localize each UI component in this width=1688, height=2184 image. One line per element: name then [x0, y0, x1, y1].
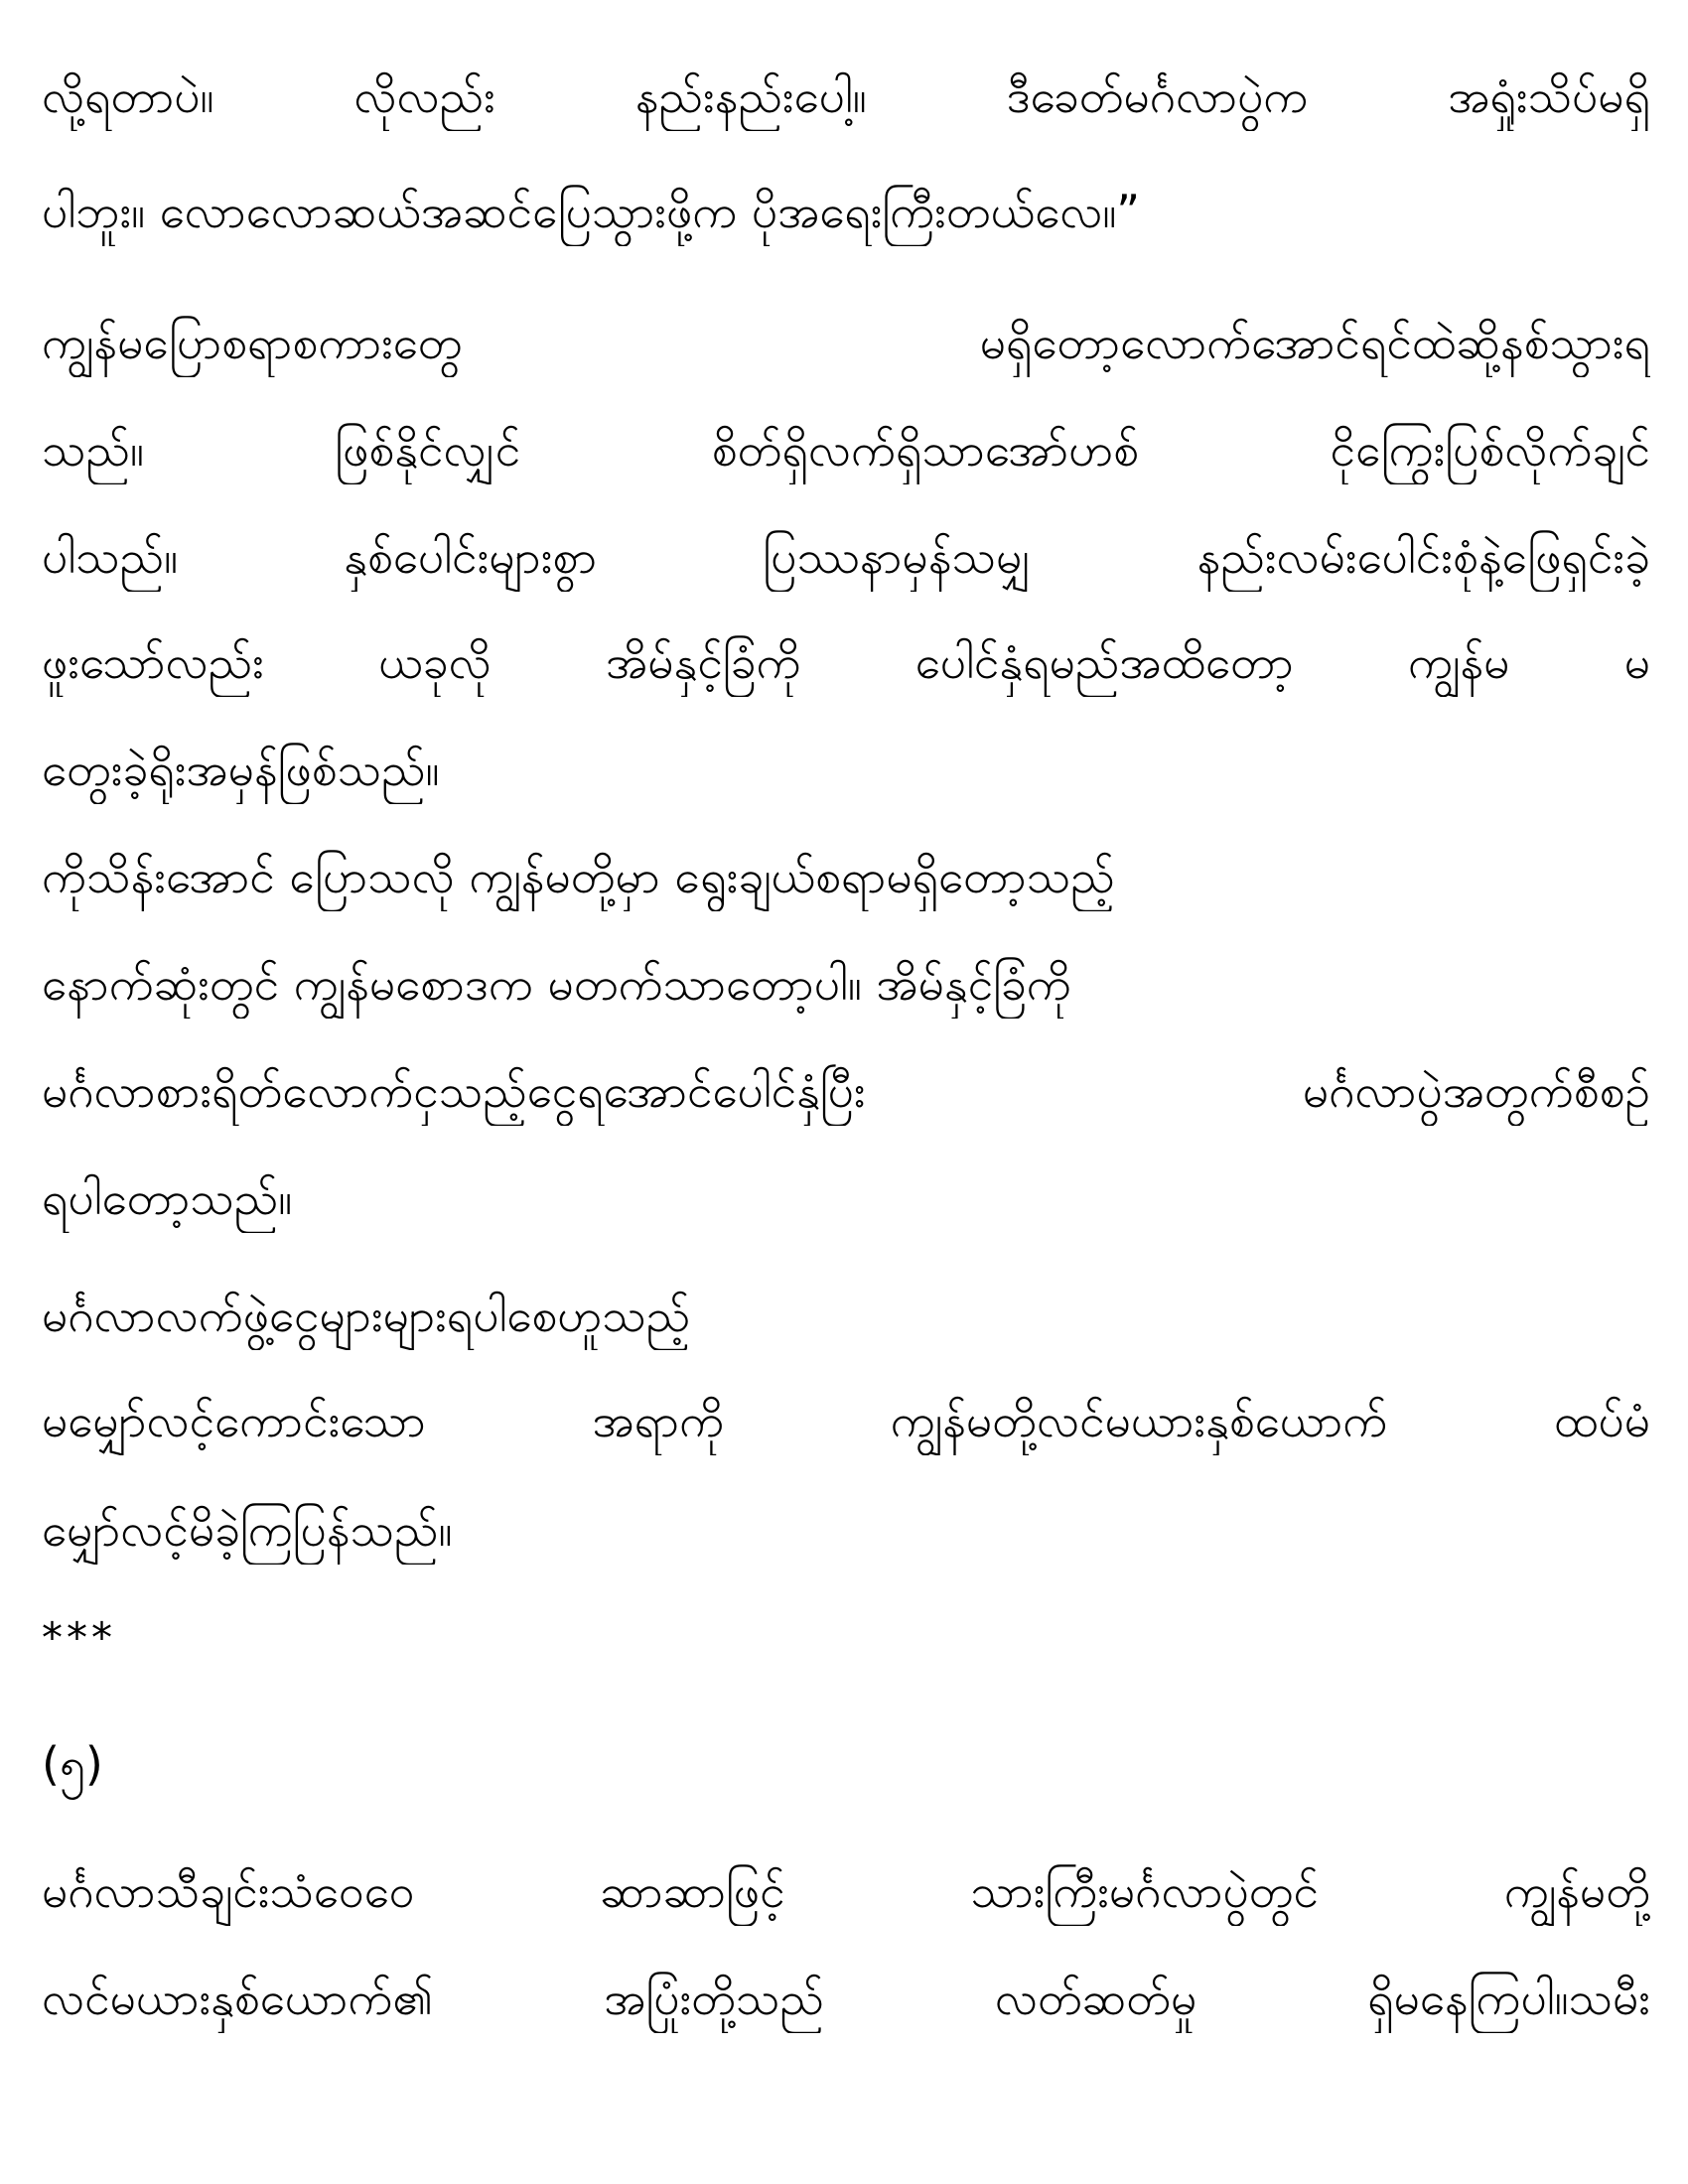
text-line: ပါသည်။ နှစ်ပေါင်းများစွာ ပြဿနာမှန်သမျှ နည်းလမ်းပေါင်းစုံနဲ့ဖြေရှင်းခဲ့ [42, 530, 1650, 584]
text-line: လို့ရတာပဲ။ လိုလည်း နည်းနည်းပေါ့။ ဒီခေတ်မင်္ဂလာပွဲက အရှုံးသိပ်မရှိ [42, 69, 1650, 123]
text-line: ဖူးသော်လည်း ယခုလို အိမ်နှင့်ခြံကို ပေါင်နှံရမည်အထိတော့ ကျွန်မ မ [42, 635, 1650, 689]
text-line: ပါဘူး။ လောလောဆယ်အဆင်ပြေသွားဖို့က ပိုအရေးကြီးတယ်လေ။” [42, 185, 1141, 238]
text-line: ကျွန်မပြောစရာစကားတွေ မရှိတော့လောက်အောင်ရင်ထဲဆို့နစ်သွားရ [42, 316, 1650, 369]
text-line: မင်္ဂလာသီချင်းသံဝေဝေ ဆာဆာဖြင့် သားကြီးမင်္ဂလာပွဲတွင် ကျွန်မတို့ [42, 1864, 1650, 1918]
text-line: မမျှော်လင့်ကောင်းသော အရာကို ကျွန်မတို့လင်မယားနှစ်ယောက် ထပ်မံ [42, 1394, 1650, 1447]
text-line: ကိုသိန်းအောင် ပြောသလို ကျွန်မတို့မှာ ရွေးချယ်စရာမရှိတော့သည့် [42, 850, 1115, 903]
text-line: လင်မယားနှစ်ယောက်၏ အပြုံးတို့သည် လတ်ဆတ်မှု ရှိမနေကြပါ။သမီး [42, 1972, 1650, 2025]
text-line: မင်္ဂလာလက်ဖွဲ့ငွေများများရပါစေဟူသည့် [42, 1289, 691, 1342]
text-line: နောက်ဆုံးတွင် ကျွန်မစောဒက မတက်သာတော့ပါ။ အိမ်နှင့်ခြံကို [42, 957, 1071, 1011]
text-line: မင်္ဂလာစားရိတ်လောက်ငှသည့်ငွေရအောင်ပေါင်နှံပြီး မင်္ဂလာပွဲအတွက်စီစဉ် [42, 1064, 1650, 1118]
text-line: သည်။ ဖြစ်နိုင်လျှင် စိတ်ရှိလက်ရှိသာအော်ဟစ် ငိုကြွေးပြစ်လိုက်ချင် [42, 423, 1650, 477]
chapter-heading: (၅) [42, 1737, 103, 1791]
section-separator: *** [42, 1613, 116, 1662]
text-line: ရပါတော့သည်။ [42, 1171, 293, 1225]
text-line: မျှော်လင့်မိခဲ့ကြပြန်သည်။ [42, 1503, 453, 1557]
text-line: တွေးခဲ့ရိုးအမှန်ဖြစ်သည်။ [42, 743, 440, 796]
